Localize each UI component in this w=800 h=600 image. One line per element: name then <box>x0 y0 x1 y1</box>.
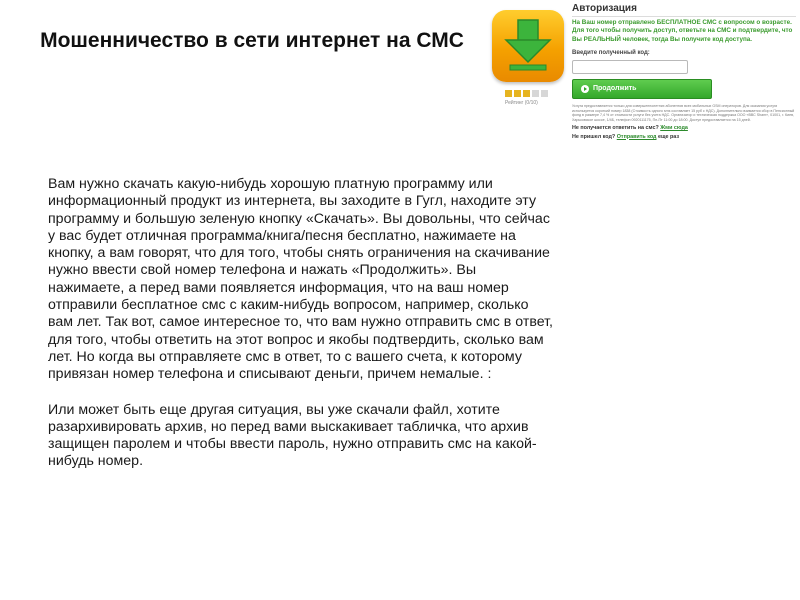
rating-star-icon <box>532 90 539 97</box>
body-paragraph-1: Вам нужно скачать какую-нибудь хорошую платную программу или информационный продукт из интернета, вы заходите в Гугл, находите эту программу и большую зеленую кнопку «Скачать». Вы довольны, что сейчас у вас будет отличная программа/книга/песня бесплатно, нажимаете на кнопку, а вам говорят, что для того, чтобы снять ограничения на скачивание нужно ввести свой номер телефона и нажать «Продолжить». Вы нажимаете, а перед вами появляется информация, что на ваш номер отправили бесплатное смс с каким-нибудь вопросом, например, сколько вам лет. Так вот, самое интересное то, что вам нужно отправить смс в ответ, для того, чтобы ответить на этот вопрос и якобы подтвердить, сколько вам лет. Но когда вы отправляете смс в ответ, то с вашего счета, к которому привязан номер телефона и списывают деньги, причем немалые. : <box>48 176 553 383</box>
help-no-code-text: Не пришел код? <box>572 133 616 140</box>
resend-code-link[interactable]: Отправить код <box>616 133 657 140</box>
auth-panel <box>572 2 796 186</box>
auth-fineprint: Услуга предоставляется только для совершеннолетних абонентов всех мобильных GSM операторов. Для оказания услуги используется короткий номер 1838 (Стоимость одного sms составляет 15 руб с НДС). Дополнительно взимается сбор в Пенсионный фонд в размере 7,4 % от стоимости услуги без учета НДС. Организатор и техническая поддержка ООО «ВВС Sham», 01001, г. Киев, Харьковское шоссе, 1/4Б, телефон 0920111175, Пн-Пт 11:00 до 18:00. Доступ предоставляется на 15 дней. <box>572 104 795 122</box>
rating-star-icon <box>541 90 548 97</box>
download-arrow-glyph <box>504 18 552 74</box>
body-text <box>48 176 554 471</box>
rating-star-icon <box>505 90 512 97</box>
auth-title: Авторизация <box>572 2 796 17</box>
arrow-right-icon <box>581 85 589 93</box>
rating-star-icon <box>514 90 521 97</box>
continue-button-label: Продолжить <box>593 85 637 93</box>
help-no-sms-text: Не получается ответить на смс? <box>572 124 659 131</box>
help-no-code-suffix: еще раз <box>657 133 680 140</box>
app-icon[interactable] <box>492 10 564 82</box>
slide-title: Мошенничество в сети интернет на СМС <box>40 29 464 52</box>
help-no-sms <box>572 125 796 132</box>
auth-code-input[interactable] <box>572 60 688 74</box>
continue-button[interactable] <box>572 79 712 99</box>
rating-stars <box>505 90 548 97</box>
auth-code-label: Введите полученный код: <box>572 50 650 57</box>
rating-star-icon <box>523 90 530 97</box>
help-no-code <box>572 134 796 141</box>
body-paragraph-2: Или может быть еще другая ситуация, вы уже скачали файл, хотите разархивировать архив, но перед вами выскакивает табличка, что архив защищен паролем и чтобы ввести пароль, нужно отправить смс на какой-нибудь номер. <box>48 401 537 470</box>
help-no-sms-link[interactable]: Жми сюда <box>660 124 688 131</box>
rating-label: Рейтинг (0/10) <box>505 100 538 106</box>
download-arrow-icon <box>492 10 564 82</box>
auth-message: На Ваш номер отправлено БЕСПЛАТНОЕ СМС с вопросом о возрасте. Для того чтобы получить доступ, ответьте на СМС и подтвердите, что Вы РЕАЛЬНЫЙ человек, тогда Вы получите код доступа. <box>572 19 793 43</box>
